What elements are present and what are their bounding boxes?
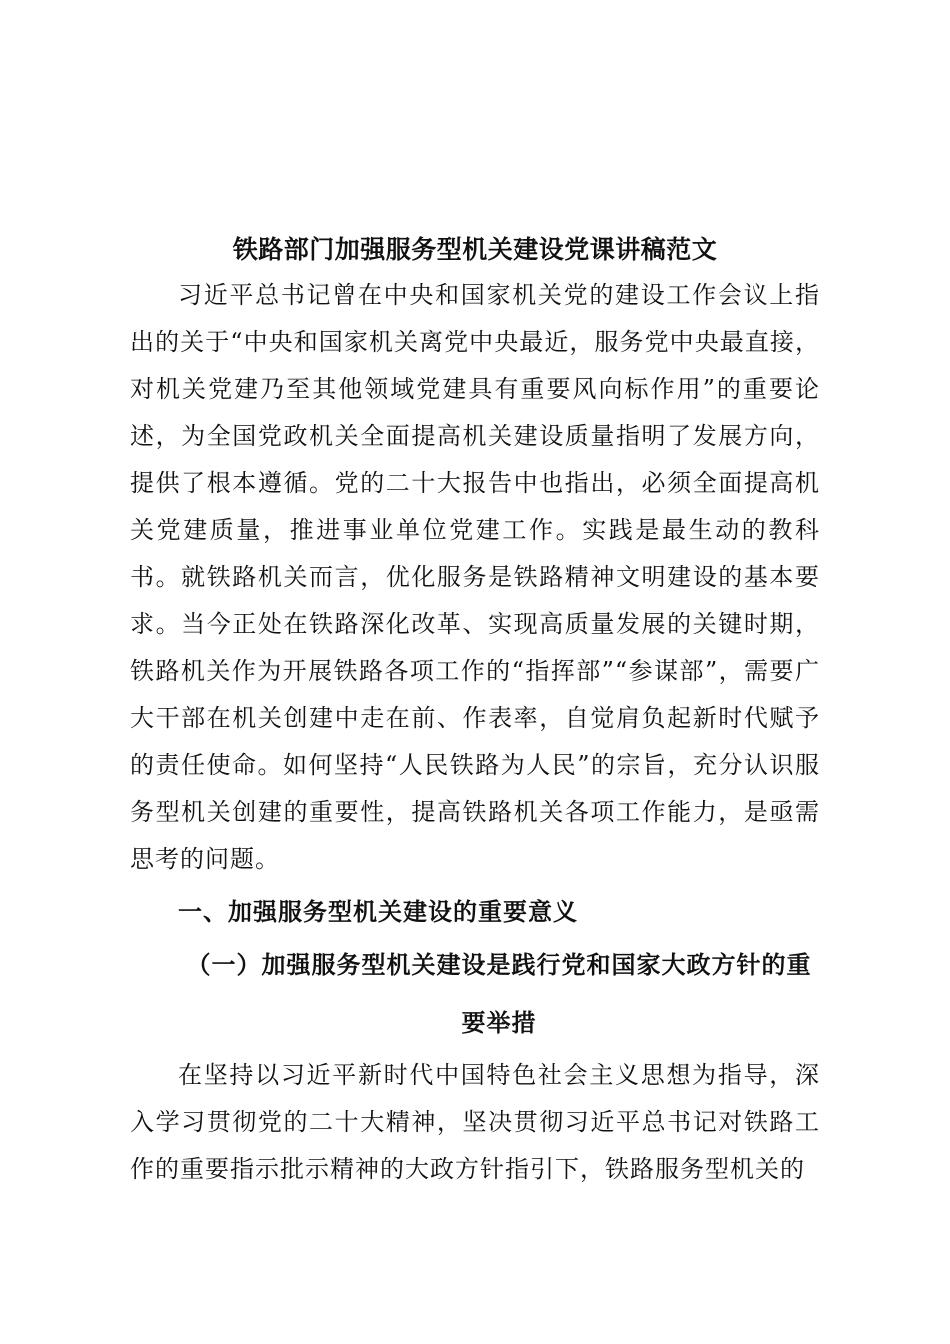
document-body xyxy=(130,228,820,1193)
intro-paragraph: 习近平总书记曾在中央和国家机关党的建设工作会议上指出的关于“中央和国家机关离党中央最近，服务党中央最直接，对机关党建乃至其他领域党建具有重要风向标作用”的重要论述，为全国党政机关全面提高机关建设质量指明了发展方向，提供了根本遵循。党的二十大报告中也指出，必须全面提高机关党建质量，推进事业单位党建工作。实践是最生动的教科书。就铁路机关而言，优化服务是铁路精神文明建设的基本要求。当今正处在铁路深化改革、实现高质量发展的关键时期，铁路机关作为开展铁路各项工作的“指挥部”“参谋部”，需要广大干部在机关创建中走在前、作表率，自觉肩负起新时代赋予的责任使命。如何坚持“人民铁路为人民”的宗旨，充分认识服务型机关创建的重要性，提高铁路机关各项工作能力，是亟需思考的问题。 xyxy=(130,281,820,873)
body-paragraph: 在坚持以习近平新时代中国特色社会主义思想为指导，深入学习贯彻党的二十大精神，坚决贯彻习近平总书记对铁路工作的重要指示批示精神的大政方针指引下，铁路服务型机关的 xyxy=(130,1061,820,1183)
document-title: 铁路部门加强服务型机关建设党课讲稿范文 xyxy=(232,235,718,264)
section-heading: 一、加强服务型机关建设的重要意义 xyxy=(178,898,578,926)
subsection-heading: （一）加强服务型机关建设是践行党和国家大政方针的重要举措 xyxy=(186,950,812,1037)
